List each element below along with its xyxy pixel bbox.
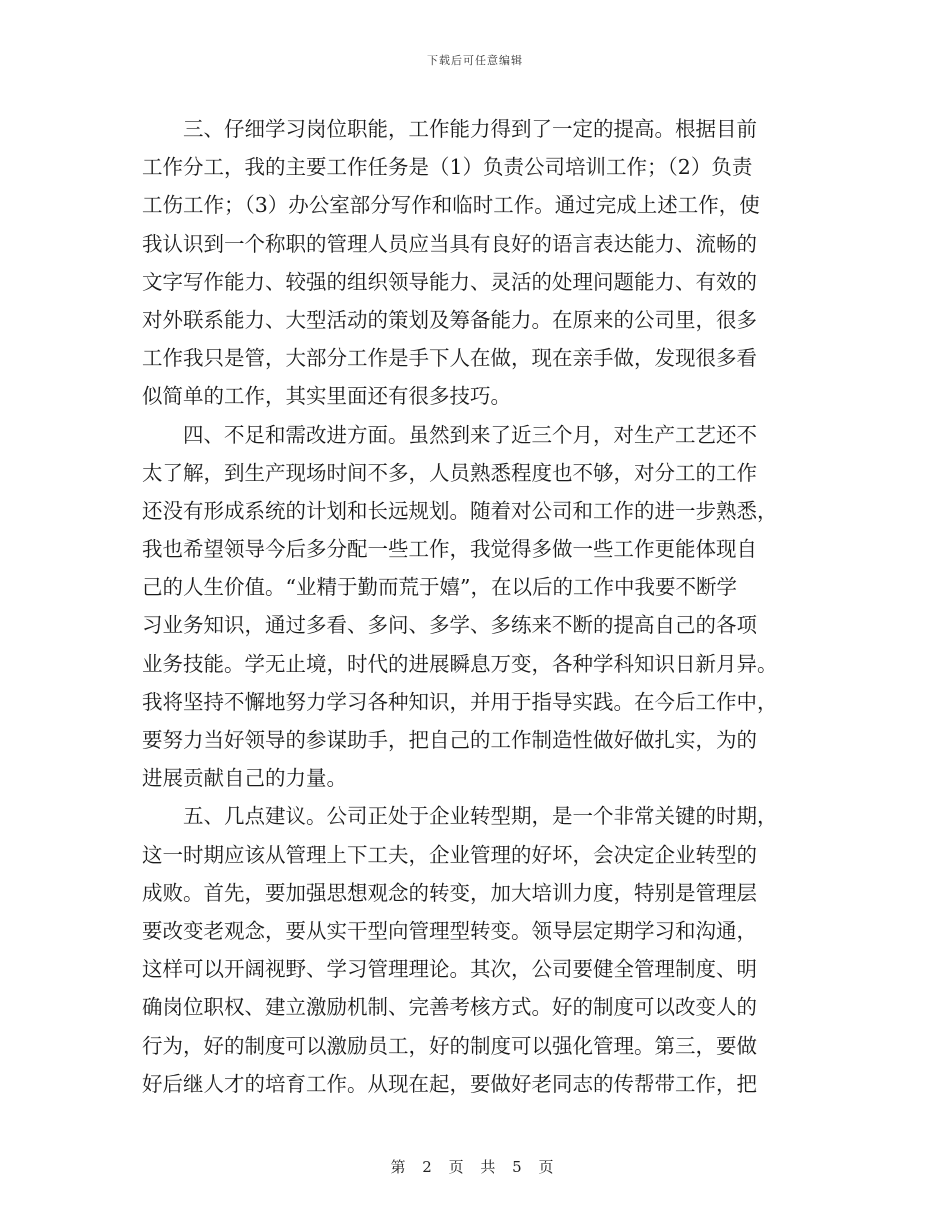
text-line: 业务技能。学无止境，时代的进展瞬息万变，各种学科知识日新月异。 [142,651,778,676]
text-line: 成败。首先，要加强思想观念的转变，加大培训力度，特别是管理层 [142,880,757,905]
text-line: 习业务知识，通过多看、多问、多学、多练来不断的提高自己的各项 [142,613,757,638]
text-line: 太了解，到生产现场时间不多，人员熟悉程度也不够，对分工的工作 [142,460,757,485]
text-line: 工作分工，我的主要工作任务是（1）负责公司培训工作；（2）负责 [142,155,753,180]
text-line: 要努力当好领导的参谋助手，把自己的工作制造性做好做扎实，为的 [142,728,757,752]
page-number-footer: 第 2 页 共 5 页 [390,1158,560,1176]
text-line: 确岗位职权、建立激励机制、完善考核方式。好的制度可以改变人的 [142,995,757,1020]
text-line: 三、仔细学习岗位职能，工作能力得到了一定的提高。根据目前 [142,117,757,141]
text-line: 行为，好的制度可以激励员工，好的制度可以强化管理。第三，要做 [142,1033,757,1058]
text-line: 似简单的工作，其实里面还有很多技巧。 [142,384,511,409]
text-line: 还没有形成系统的计划和长远规划。随着对公司和工作的进一步熟悉， [142,498,778,523]
text-line: 工作我只是管，大部分工作是手下人在做，现在亲手做，发现很多看 [142,346,757,371]
text-line: 对外联系能力、大型活动的策划及筹备能力。在原来的公司里，很多 [142,307,757,332]
text-line: 好后继人才的培育工作。从现在起，要做好老同志的传帮带工作，把 [142,1071,757,1096]
header-note: 下载后可任意编辑 [427,54,523,67]
text-line: 进展贡献自己的力量。 [142,766,347,791]
text-line: 我也希望领导今后多分配一些工作，我觉得多做一些工作更能体现自 [142,537,757,562]
text-line: 己的人生价值。“业精于勤而荒于嬉”，在以后的工作中我要不断学 [142,575,737,600]
text-line: 文字写作能力、较强的组织领导能力、灵活的处理问题能力、有效的 [142,269,757,294]
text-line: 我认识到一个称职的管理人员应当具有良好的语言表达能力、流畅的 [142,231,757,256]
body-text [142,110,808,1103]
text-line: 要改变老观念，要从实干型向管理型转变。领导层定期学习和沟通， [142,918,757,943]
text-line: 我将坚持不懈地努力学习各种知识，并用于指导实践。在今后工作中， [142,689,778,714]
text-line: 四、不足和需改进方面。虽然到来了近三个月，对生产工艺还不 [142,422,757,447]
text-line: 这一时期应该从管理上下工夫，企业管理的好坏，会决定企业转型的 [142,842,757,867]
text-line: 工伤工作；（3）办公室部分写作和临时工作。通过完成上述工作，使 [142,193,760,218]
text-line: 五、几点建议。公司正处于企业转型期，是一个非常关键的时期， [142,804,778,829]
text-line: 这样可以开阔视野、学习管理理论。其次，公司要健全管理制度、明 [142,957,757,982]
